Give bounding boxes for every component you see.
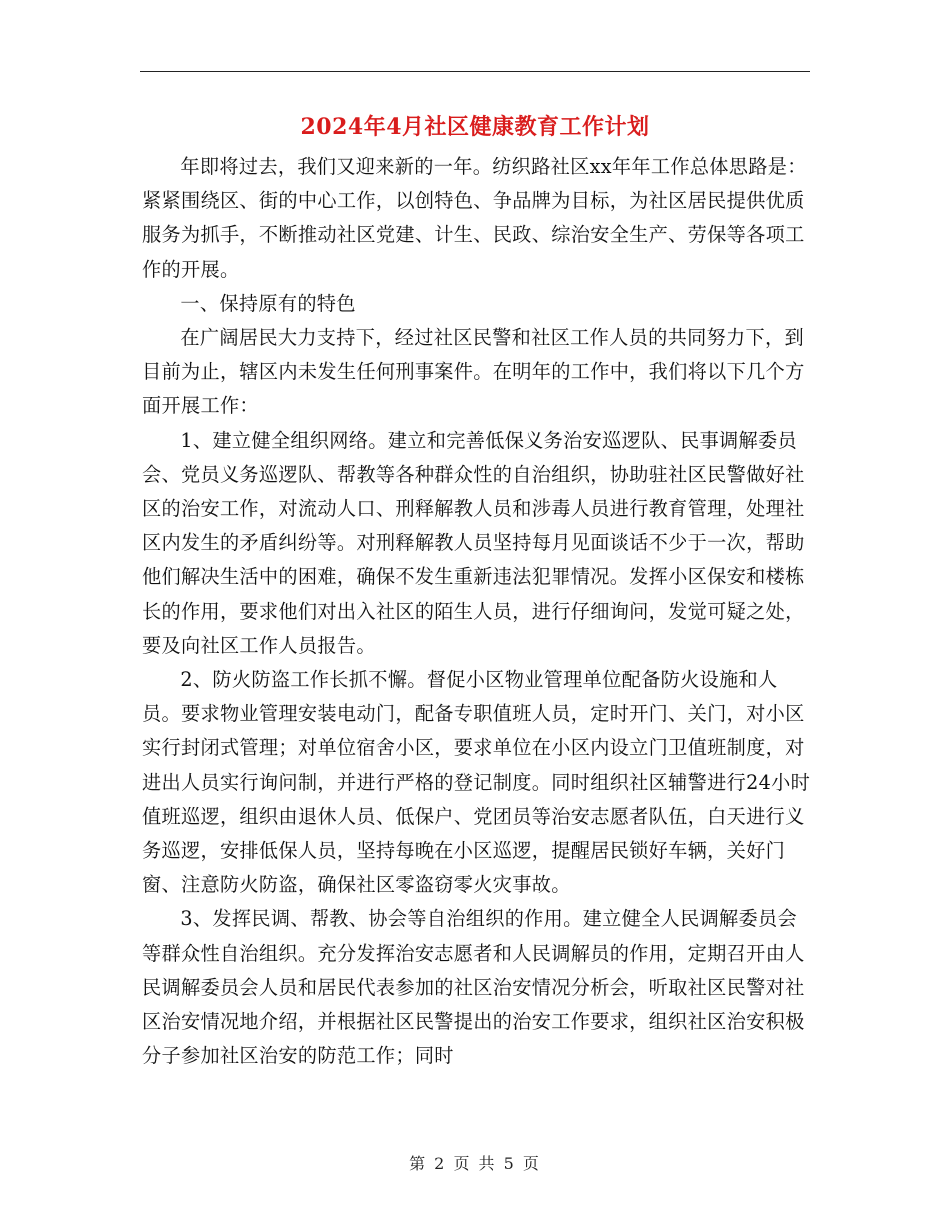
paragraph-item-1: 1、建立健全组织网络。建立和完善低保义务治安巡逻队、民事调解委员会、党员义务巡逻队、帮教等各种群众性的自治组织，协助驻社区民警做好社区的治安工作，对流动人口、刑释解教人员和涉毒人员进行教育管理，处理社区内发生的矛盾纠纷等。对刑释解教人员坚持每月见面谈话不少于一次，帮助他们解决生活中的困难，确保不发生重新违法犯罪情况。发挥小区保安和楼栋长的作用，要求他们对出入社区的陌生人员，进行仔细询问，发觉可疑之处，要及向社区工作人员报告。 (142, 428, 805, 657)
paragraph-achievement: 在广阔居民大力支持下，经过社区民警和社区工作人员的共同努力下，到目前为止，辖区内未发生任何刑事案件。在明年的工作中，我们将以下几个方面开展工作： (142, 326, 805, 418)
document-body (142, 150, 812, 1073)
paragraph-item-2: 2、防火防盗工作长抓不懈。督促小区物业管理单位配备防火设施和人员。要求物业管理安装电动门，配备专职值班人员，定时开门、关门，对小区实行封闭式管理；对单位宿舍小区，要求单位在小区内设立门卫值班制度，对进出人员实行询问制，并进行严格的登记制度。同时组织社区辅警进行24小时值班巡逻，组织由退休人员、低保户、党团员等治安志愿者队伍，白天进行义务巡逻，安排低保人员，坚持每晚在小区巡逻，提醒居民锁好车辆，关好门窗、注意防火防盗，确保社区零盗窃零火灾事故。 (142, 668, 811, 897)
header-rule (140, 71, 810, 72)
document-title: 2024年4月社区健康教育工作计划 (300, 114, 650, 140)
paragraph-item-3: 3、发挥民调、帮教、协会等自治组织的作用。建立健全人民调解委员会等群众性自治组织。充分发挥治安志愿者和人民调解员的作用，定期召开由人民调解委员会人员和居民代表参加的社区治安情况分析会，听取社区民警对社区治安情况地介绍，并根据社区民警提出的治安工作要求，组织社区治安积极分子参加社区治安的防范工作；同时 (142, 907, 805, 1068)
section-heading: 一、保持原有的特色 (180, 291, 356, 315)
page-footer: 第 2 页 共 5 页 (409, 1154, 541, 1173)
paragraph-intro: 年即将过去，我们又迎来新的一年。纺织路社区xx年年工作总体思路是：紧紧围绕区、街的中心工作，以创特色、争品牌为目标，为社区居民提供优质服务为抓手，不断推动社区党建、计生、民政、综治安全生产、劳保等各项工作的开展。 (142, 155, 807, 281)
